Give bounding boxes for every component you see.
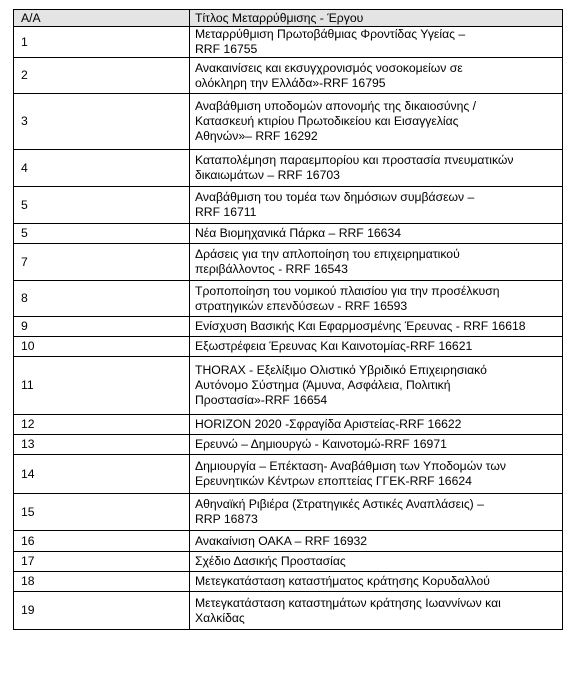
table-row [14,357,563,415]
row-index: 8 [14,281,190,317]
row-title-cell [190,552,563,572]
row-index: 11 [14,357,190,415]
table-body [14,27,563,630]
row-title: Εξωστρέφεια Έρευνας Και Καινοτομίας-RRF 16621 [195,339,473,353]
row-title-cell [190,281,563,317]
row-index: 19 [14,592,190,630]
row-index: 4 [14,150,190,187]
table-row [14,552,563,572]
row-title-cell [190,150,563,187]
row-index: 15 [14,494,190,531]
table-row [14,494,563,531]
table-row [14,435,563,455]
row-index: 1 [14,27,190,58]
row-title-cell [190,187,563,224]
row-index: 7 [14,244,190,281]
row-index: 12 [14,415,190,435]
row-title-cell [190,317,563,337]
row-title-cell [190,531,563,552]
header-title: Τίτλος Μεταρρύθμισης - Έργου [190,10,563,27]
row-title: Δράσεις για την απλοποίηση του επιχειρηματικού περιβάλλοντος - RRF 16543 [195,247,460,276]
row-title: Ανακαίνιση ΟΑΚΑ – RRF 16932 [195,533,368,548]
table-row [14,531,563,552]
row-title-cell [190,494,563,531]
table-row [14,415,563,435]
table-row [14,150,563,187]
row-title-cell [190,435,563,455]
row-title: Ανακαινίσεις και εκσυγχρονισμός νοσοκομείων σε ολόκληρη την Ελλάδα»-RRF 16795 [195,60,463,90]
row-title-cell [190,357,563,415]
row-title: THORAX - Εξελίξιμο Ολιστικό Υβριδικό Επιχειρησιακό Αυτόνομο Σύστημα (Άμυνα, Ασφάλεια, Πολιτική Προστασία»-RRF 16654 [195,363,487,407]
row-title-cell [190,27,563,58]
row-title: Αναβάθμιση του τομέα των δημόσιων συμβάσεων – RRF 16711 [195,190,475,219]
row-title-cell [190,592,563,630]
row-index: 13 [14,435,190,455]
row-index: 5 [14,187,190,224]
row-title: Νέα Βιομηχανικά Πάρκα – RRF 16634 [195,226,402,240]
table-header [14,10,563,27]
row-title: Μετεγκατάσταση καταστημάτων κράτησης Ιωαννίνων και Χαλκίδας [195,595,501,625]
row-title-cell [190,337,563,357]
row-title: Ερευνώ – Δημιουργώ - Καινοτομώ-RRF 16971 [195,437,447,451]
row-title: Σχέδιο Δασικής Προστασίας [195,554,346,568]
row-title-cell [190,224,563,244]
table-row [14,224,563,244]
row-index: 5 [14,224,190,244]
row-index: 16 [14,531,190,552]
row-title-cell [190,58,563,94]
row-title: Ενίσχυση Βασικής Και Εφαρμοσμένης Έρευνας - RRF 16618 [195,319,526,333]
row-title-cell [190,572,563,592]
row-title: Μεταρρύθμιση Πρωτοβάθμιας Φροντίδας Υγείας – RRF 16755 [195,27,466,56]
row-index: 18 [14,572,190,592]
header-row [14,10,563,27]
table-row [14,244,563,281]
table-row [14,317,563,337]
row-title: Αναβάθμιση υποδομών απονομής της δικαιοσύνης / Κατασκευή κτιρίου Πρωτοδικείου και Εισαγγελίας Αθηνών»– RRF 16292 [195,99,477,143]
row-index: 17 [14,552,190,572]
table-row [14,455,563,494]
row-title: Αθηναϊκή Ριβιέρα (Στρατηγικές Αστικές Αναπλάσεις) – RRP 16873 [195,497,484,526]
table-row [14,187,563,224]
row-title: Τροποποίηση του νομικού πλαισίου για την προσέλκυση στρατηγικών επενδύσεων - RRF 16593 [195,283,500,313]
row-title-cell [190,455,563,494]
table-row [14,572,563,592]
table-row [14,58,563,94]
row-title: Μετεγκατάσταση καταστήματος κράτησης Κορυδαλλού [195,574,490,588]
row-index: 10 [14,337,190,357]
row-title: Καταπολέμηση παραεμπορίου και προστασία πνευματικών δικαιωμάτων – RRF 16703 [195,153,514,182]
row-index: 9 [14,317,190,337]
table-row [14,337,563,357]
table-row [14,27,563,58]
row-index: 2 [14,58,190,94]
table-row [14,281,563,317]
row-title: HORIZON 2020 -Σφραγίδα Αριστείας-RRF 16622 [195,417,462,431]
row-title-cell [190,94,563,150]
table-row [14,94,563,150]
reforms-table [13,9,563,630]
row-index: 3 [14,94,190,150]
table-row [14,592,563,630]
row-index: 14 [14,455,190,494]
header-index: Α/Α [14,10,190,27]
row-title-cell [190,244,563,281]
row-title-cell [190,415,563,435]
row-title: Δημιουργία – Επέκταση- Αναβάθμιση των Υποδομών των Ερευνητικών Κέντρων εποπτείας ΓΓΕΚ-RRF 16624 [195,459,506,488]
